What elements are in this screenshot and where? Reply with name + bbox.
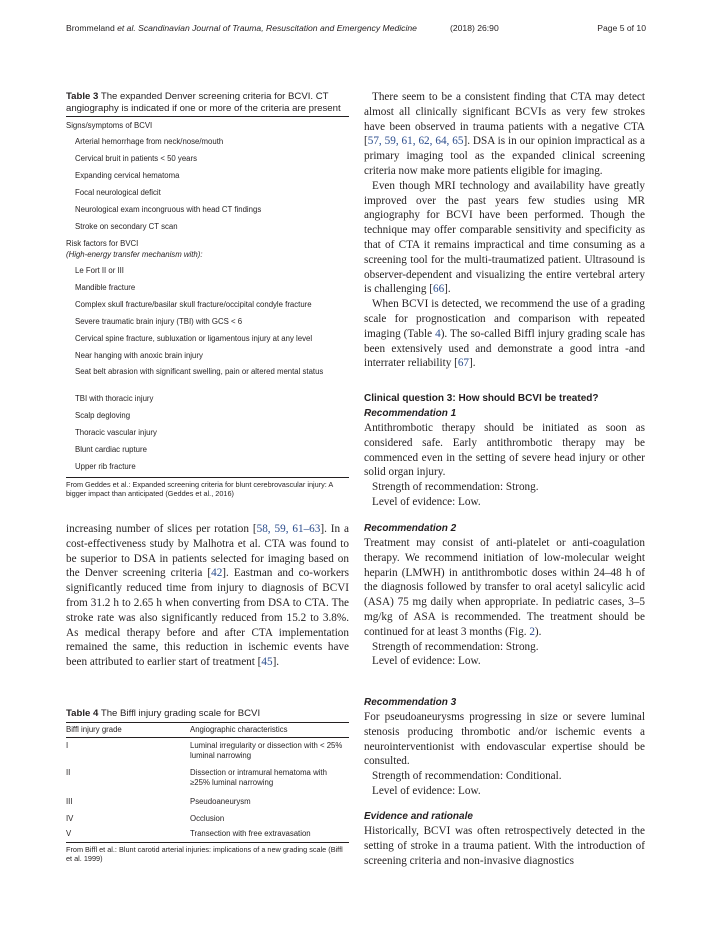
page-number: Page 5 of 10 xyxy=(597,23,646,33)
table3-section-subheading: (High-energy transfer mechanism with): xyxy=(66,250,203,259)
table4-top-rule xyxy=(66,722,349,723)
right-body-top: There seem to be a consistent finding that CTA may detect almost all clinically significant BCVIs as very few strokes have been observed in trauma patients with a negative CTA [57, 59, 61, 62, 64, 65]. DSA is in our opinion impractical as a primary imaging tool as the expanded clinical screening criteria now make more patients eligible for imaging. Even though MRI technology and availability have greatly improved over the past years few studies using MR angiography for BCVI have been performed. Though the technique may offer comparable sensitivity and specificity as that of CTA it remains impractical and time consuming as a screening tool for the multi-traumatized patient. Ultrasound is observer-dependent and visualizing the entire vertebral artery is challenging [66]. When BCVI is detected, we recommend the use of a grading scale for prognostication and comparison with repeated imaging (Table 4). The so-called Biffl injury grading scale has been extensively used and demonstrate a good intra -and interrater reliability [67]. xyxy=(364,91,646,370)
recommendation-3-heading: Recommendation 3 xyxy=(364,697,457,708)
evidence-heading: Evidence and rationale xyxy=(364,811,473,822)
evidence-text: Historically, BCVI was often retrospectively detected in the setting of stroke in a trauma patient. With the introduction of screening criteria and non-invasive diagnostics xyxy=(364,825,645,867)
table-reference-link[interactable]: 4 xyxy=(435,327,441,340)
citation-link[interactable]: 45 xyxy=(261,656,273,669)
recommendation-3-level: Level of evidence: Low. xyxy=(372,784,481,797)
table3-row: Neurological exam incongruous with head CT findings xyxy=(75,205,262,214)
table3-source: From Geddes et al.: Expanded screening criteria for blunt cerebrovascular injury: A bigger impact than anticipated (Geddes et al., 2016) xyxy=(66,480,333,498)
table3-row: Cervical spine fracture, subluxation or ligamentous injury at any level xyxy=(75,334,313,343)
recommendation-2-strength: Strength of recommendation: Strong. xyxy=(372,640,539,653)
recommendation-2-text: Treatment may consist of anti-platelet or anti-coagulation therapy. We recommend initiation of low-molecular weight heparin (LMWH) in antithrombotic doses within 24–48 h of the diagnosis followed by transfer to oral acetyl salicylic acid (ASA) 75 mg daily when appropriate. In pediatric cases, 3–5 mg/kg of ASA is recommended. The treatment should be continued for at least 3 months (Fig. 2). Strength of recommendation: Strong. Level of evidence: Low. xyxy=(364,537,645,668)
figure-reference-link[interactable]: 2 xyxy=(529,625,535,638)
table4-characteristics-cell: Dissection or intramural hematoma with ≥25% luminal narrowing xyxy=(190,768,327,787)
recommendation-3-text: For pseudoaneurysms progressing in size or severe luminal stenosis producing thrombotic and/or ischemic events a neurointerventionist with endovascular expertise should be consulted. Strength of recommendation: Conditional. Level of evidence: Low. xyxy=(364,711,645,797)
table3-row: Scalp degloving xyxy=(75,411,131,420)
recommendation-1-heading: Recommendation 1 xyxy=(364,408,457,419)
table4-characteristics-cell: Pseudoaneurysm xyxy=(190,797,251,806)
table3-bottom-rule xyxy=(66,477,349,478)
citation-link[interactable]: 42 xyxy=(211,567,223,580)
table3-row: Focal neurological deficit xyxy=(75,188,161,197)
recommendation-3-strength: Strength of recommendation: Conditional. xyxy=(372,770,562,783)
recommendation-2-heading: Recommendation 2 xyxy=(364,523,457,534)
table3-row: Thoracic vascular injury xyxy=(75,428,157,437)
table4-characteristics-cell: Transection with free extravasation xyxy=(190,829,311,838)
table3-row: Severe traumatic brain injury (TBI) with GCS < 6 xyxy=(75,317,243,326)
running-head xyxy=(66,23,646,37)
recommendation-1-text: Antithrombotic therapy should be initiated as soon as considered safe. Early antithrombotic therapy may be commenced even in the setting of severe head injury or other solid organ injury. Strength of recommendation: Strong. Level of evidence: Low. xyxy=(364,422,645,508)
table3-section-heading: Risk factors for BVCI xyxy=(66,239,139,248)
table3-row: Arterial hemorrhage from neck/nose/mouth xyxy=(75,137,224,146)
table3-row: Mandible fracture xyxy=(75,283,136,292)
running-head-citation: Brommeland et al. Scandinavian Journal of Trauma, Resuscitation and Emergency Medicine xyxy=(66,23,417,33)
table3-row: Cervical bruit in patients < 50 years xyxy=(75,154,197,163)
table3-top-rule xyxy=(66,116,349,117)
table4-characteristics-cell: Occlusion xyxy=(190,814,225,823)
running-head-year: (2018) 26:90 xyxy=(450,23,499,33)
table4-header-rule xyxy=(66,737,349,738)
table3-row: Expanding cervical hematoma xyxy=(75,171,180,180)
table4-grade-cell: V xyxy=(66,829,72,838)
citation-link[interactable]: 66 xyxy=(432,283,445,296)
recommendation-1-level: Level of evidence: Low. xyxy=(372,495,481,508)
table4-grade-cell: II xyxy=(66,768,71,777)
citation-link[interactable]: 58, 59, 61–63 xyxy=(256,523,321,535)
table3-row: TBI with thoracic injury xyxy=(75,394,154,403)
table3-row: Near hanging with anoxic brain injury xyxy=(75,351,203,360)
table4-characteristics-cell: Luminal irregularity or dissection with < 25% luminal narrowing xyxy=(190,741,343,760)
recommendation-2-level: Level of evidence: Low. xyxy=(372,655,481,668)
citation-link[interactable]: 67 xyxy=(457,357,469,370)
table4-grade-cell: I xyxy=(66,741,69,750)
table4-bottom-rule xyxy=(66,842,349,843)
citation-link[interactable]: 57, 59, 61, 62, 64, 65 xyxy=(367,135,464,148)
table3-row: Stroke on secondary CT scan xyxy=(75,222,178,231)
table4-header-grade: Biffl injury grade xyxy=(66,725,122,734)
table4-header-characteristics: Angiographic characteristics xyxy=(190,725,288,734)
table3-row: Upper rib fracture xyxy=(75,462,136,471)
clinical-question-heading: Clinical question 3: How should BCVI be treated? xyxy=(364,393,599,404)
table3-caption: Table 3 The expanded Denver screening criteria for BCVI. CT angiography is indicated if one or more of the criteria are present xyxy=(66,91,341,114)
recommendation-1-strength: Strength of recommendation: Strong. xyxy=(372,481,539,494)
table3-label: Table 3 xyxy=(66,91,99,102)
table3-section-heading: Signs/symptoms of BCVI xyxy=(66,121,153,130)
table4-grade-cell: IV xyxy=(66,814,74,823)
table4-grade-cell: III xyxy=(66,797,73,806)
table3-row: Le Fort II or III xyxy=(75,266,124,275)
left-body-paragraph: increasing number of slices per rotation [58, 59, 61–63]. In a cost-effectiveness study by Malhotra et al. CTA was found to be superior to DSA in patients selected for imaging based on the Denver screening criteria [42]. Eastman and co-workers significantly reduced time from injury to diagnosis of BCVI from 31.2 h to 2.65 h when converting from DSA to CTA. The stroke rate was also significantly reduced from 15.2 to 3.8%. As medical therapy before and after CTA implementation remained the same, this reduction in ischemic events have been attributed to earlier start of treatment [45]. xyxy=(66,523,350,669)
table3-row: Blunt cardiac rupture xyxy=(75,445,147,454)
table4-source: From Biffl et al.: Blunt carotid arterial injuries: implications of a new grading scale (Biffl et al. 1999) xyxy=(66,845,343,863)
table4-label: Table 4 xyxy=(66,708,99,719)
table3-row: Complex skull fracture/basilar skull fracture/occipital condyle fracture xyxy=(75,300,312,309)
table3-row: Seat belt abrasion with significant swelling, pain or altered mental status xyxy=(75,367,324,376)
table4-caption: Table 4 The Biffl injury grading scale for BCVI xyxy=(66,708,261,719)
